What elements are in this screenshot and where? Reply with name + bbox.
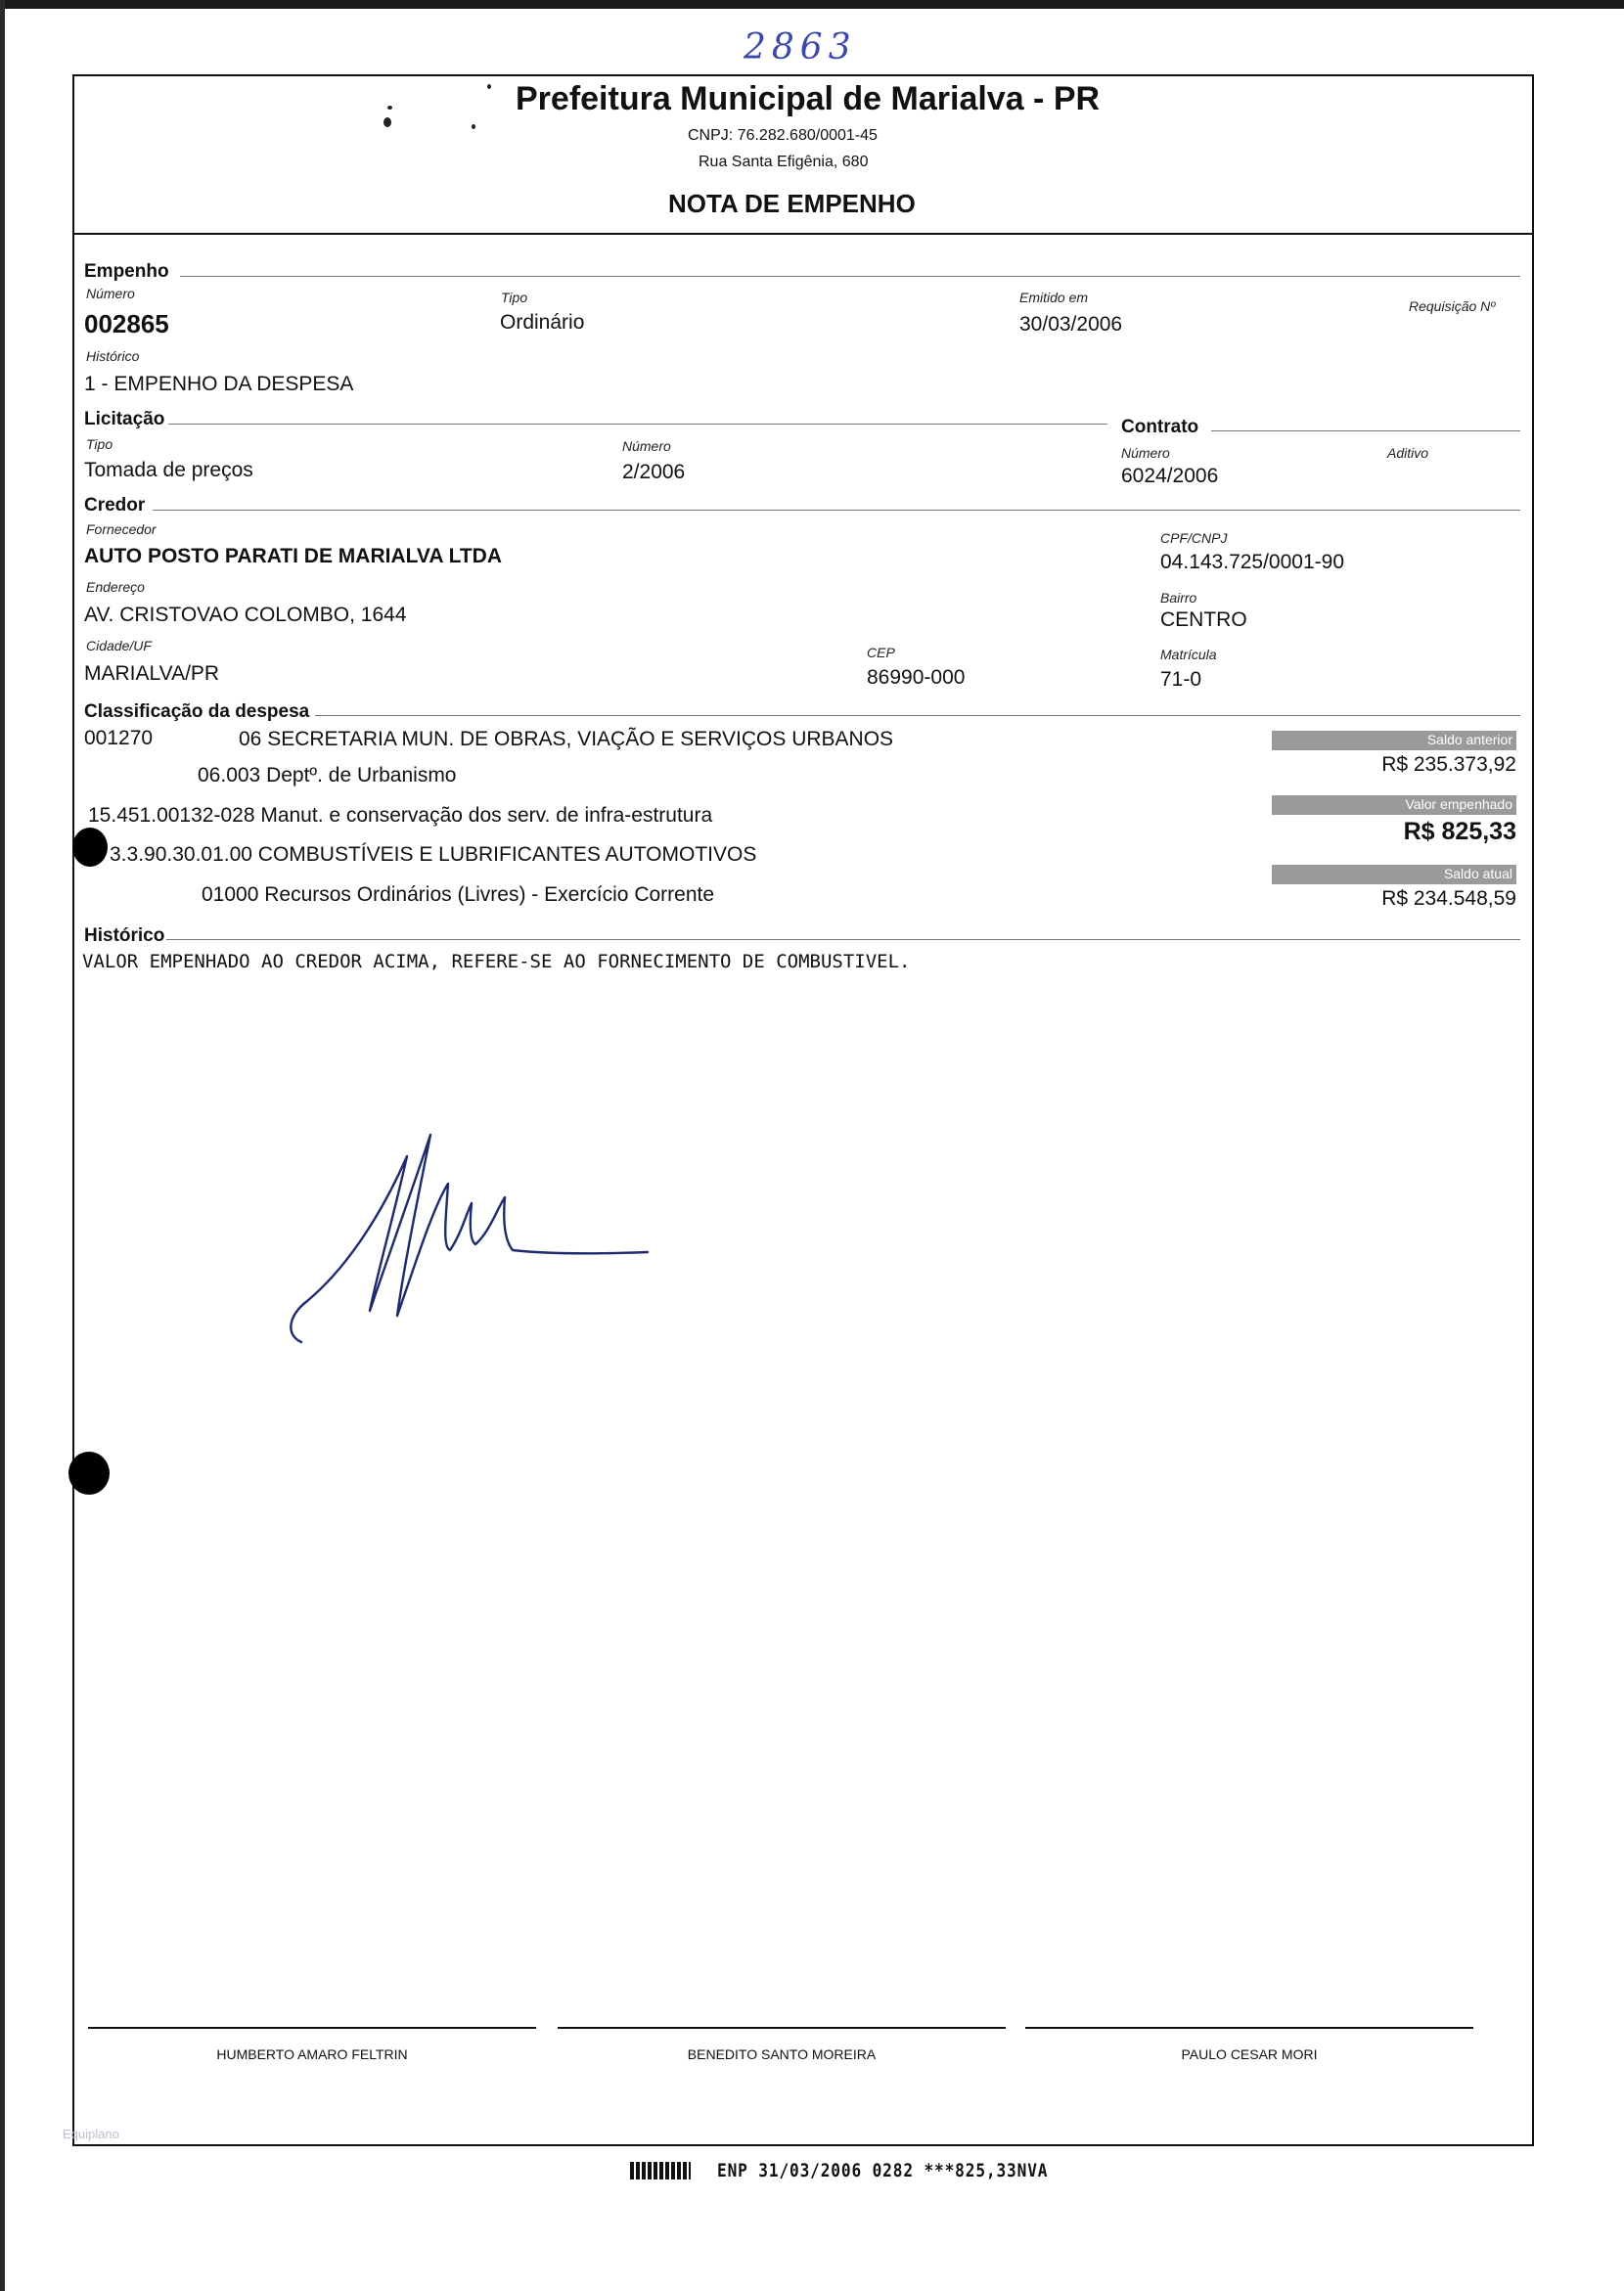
handwritten-signature: [284, 1125, 655, 1360]
punch-hole: [68, 1452, 110, 1495]
saldo-anterior-label: Saldo anterior: [1426, 732, 1512, 747]
signature-line: [1025, 2027, 1473, 2029]
licitacao-numero: 2/2006: [622, 461, 686, 483]
cep: 86990-000: [867, 666, 966, 689]
cpf-cnpj-label: CPF/CNPJ: [1160, 530, 1228, 546]
empenho-tipo-label: Tipo: [501, 290, 528, 305]
elemento-despesa: 3.3.90.30.01.00 COMBUSTÍVEIS E LUBRIFICANTES AUTOMOTIVOS: [110, 843, 757, 866]
cpf-cnpj: 04.143.725/0001-90: [1160, 551, 1345, 573]
cidade-label: Cidade/UF: [86, 638, 152, 653]
licitacao-tipo-label: Tipo: [86, 436, 113, 452]
section-credor: Credor: [84, 495, 146, 516]
contrato-numero-label: Número: [1121, 445, 1170, 461]
scan-border-left: [0, 0, 5, 2291]
bairro: CENTRO: [1160, 608, 1247, 631]
punch-hole: [72, 828, 108, 867]
contrato-aditivo-label: Aditivo: [1387, 445, 1429, 461]
saldo-atual-label: Saldo atual: [1443, 866, 1512, 881]
valor-empenhado: R$ 825,33: [1403, 818, 1516, 845]
signatory-2: BENEDITO SANTO MOREIRA: [687, 2046, 877, 2062]
section-licitacao: Licitação: [84, 409, 165, 429]
handwritten-page-number: 2863: [744, 27, 857, 67]
saldo-anterior: R$ 235.373,92: [1381, 753, 1516, 776]
header-divider: [72, 233, 1534, 235]
fornecedor-label: Fornecedor: [86, 521, 157, 537]
header-address: Rua Santa Efigênia, 680: [699, 154, 869, 170]
licitacao-numero-label: Número: [622, 438, 671, 454]
empenho-numero-label: Número: [86, 286, 135, 301]
header-title: Prefeitura Municipal de Marialva - PR: [516, 80, 1101, 117]
cidade-uf: MARIALVA/PR: [84, 662, 220, 685]
fonte-recurso: 01000 Recursos Ordinários (Livres) - Exercício Corrente: [202, 883, 715, 906]
section-rule: [168, 424, 1107, 425]
signature-line: [88, 2027, 536, 2029]
signatory-1: HUMBERTO AMARO FELTRIN: [216, 2046, 408, 2062]
saldo-anterior-bar: [1272, 731, 1516, 750]
departamento: 06.003 Deptº. de Urbanismo: [198, 764, 457, 786]
historico-text: VALOR EMPENHADO AO CREDOR ACIMA, REFERE-SE AO FORNECIMENTO DE COMBUSTIVEL.: [82, 951, 911, 972]
section-historico: Histórico: [84, 925, 165, 946]
endereco-label: Endereço: [86, 579, 145, 595]
empenho-tipo: Ordinário: [500, 311, 585, 334]
matricula: 71-0: [1160, 668, 1202, 691]
section-rule: [315, 715, 1520, 716]
valor-empenhado-label: Valor empenhado: [1405, 796, 1512, 812]
scan-border-top: [0, 0, 1624, 9]
saldo-atual-bar: [1272, 865, 1516, 884]
requisicao-label: Requisição Nº: [1409, 298, 1496, 314]
funcional-programatica: 15.451.00132-028 Manut. e conservação dos serv. de infra-estrutura: [88, 804, 713, 827]
section-empenho: Empenho: [84, 261, 169, 282]
bank-stamp: ENP 31/03/2006 0282 ***825,33NVA: [717, 2160, 1049, 2181]
emitido-date: 30/03/2006: [1019, 313, 1123, 336]
empenho-numero: 002865: [84, 309, 169, 338]
bank-stamp-logo: [630, 2162, 691, 2179]
empenho-historico: 1 - EMPENHO DA DESPESA: [84, 373, 354, 395]
section-rule: [180, 276, 1520, 277]
fornecedor-name: AUTO POSTO PARATI DE MARIALVA LTDA: [84, 545, 502, 567]
section-rule: [153, 510, 1520, 511]
header-cnpj: CNPJ: 76.282.680/0001-45: [688, 127, 878, 144]
software-watermark: Equiplano: [63, 2127, 119, 2141]
endereco: AV. CRISTOVAO COLOMBO, 1644: [84, 604, 407, 626]
matricula-label: Matrícula: [1160, 647, 1217, 662]
classificacao-code: 001270: [84, 727, 154, 749]
section-rule: [1211, 430, 1520, 431]
cep-label: CEP: [867, 645, 895, 660]
licitacao-tipo: Tomada de preços: [84, 459, 253, 481]
section-classificacao: Classificação da despesa: [84, 701, 310, 722]
saldo-atual: R$ 234.548,59: [1381, 887, 1516, 910]
section-rule: [166, 939, 1520, 940]
contrato-numero: 6024/2006: [1121, 465, 1219, 487]
empenho-historico-label: Histórico: [86, 348, 140, 364]
signature-line: [558, 2027, 1006, 2029]
document-title: NOTA DE EMPENHO: [668, 189, 916, 218]
valor-empenhado-bar: [1272, 795, 1516, 815]
section-contrato: Contrato: [1121, 417, 1199, 437]
bairro-label: Bairro: [1160, 590, 1197, 606]
emitido-label: Emitido em: [1019, 290, 1089, 305]
signatory-3: PAULO CESAR MORI: [1181, 2046, 1318, 2062]
secretaria: 06 SECRETARIA MUN. DE OBRAS, VIAÇÃO E SERVIÇOS URBANOS: [239, 728, 894, 750]
